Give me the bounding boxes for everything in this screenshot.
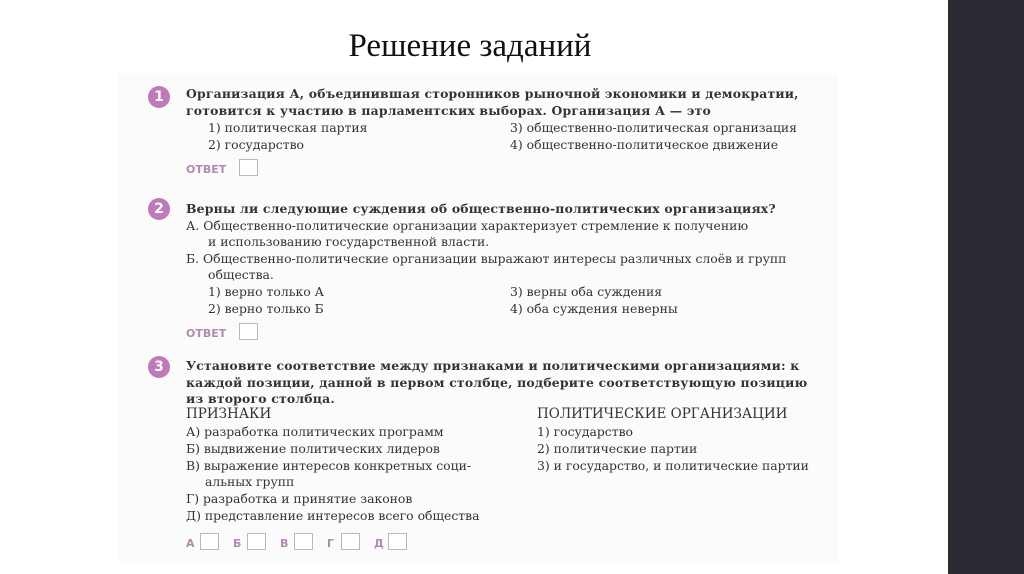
q3-answer-box-a[interactable]	[200, 533, 219, 550]
q2-option-3: 3) верны оба суждения	[510, 284, 663, 299]
question-2-stem: Верны ли следующие суждения об общественно-политических организациях?	[186, 201, 776, 216]
q3-right-item-1: 1) государство	[537, 424, 634, 439]
q2-option-1: 1) верно только А	[208, 284, 325, 299]
worksheet-scan	[118, 74, 838, 562]
slide-title: Решение заданий	[348, 28, 592, 64]
q3-answer-letter-g: Г	[327, 537, 335, 550]
q2-option-4: 4) оба суждения неверны	[510, 301, 678, 316]
q2-option-2: 2) верно только Б	[208, 301, 324, 316]
q2-statement-b: Б. Общественно-политические организации выражают интересы различных слоёв и групп	[186, 251, 787, 266]
q3-answer-letter-v: В	[280, 537, 289, 550]
q3-right-header: ПОЛИТИЧЕСКИЕ ОРГАНИЗАЦИИ	[537, 406, 788, 422]
q3-answer-letter-a: А	[186, 537, 195, 550]
q3-right-item-3: 3) и государство, и политические партии	[537, 458, 809, 473]
q3-answer-box-d[interactable]	[388, 533, 407, 550]
q3-answer-box-v[interactable]	[294, 533, 313, 550]
q2-answer-box[interactable]	[239, 323, 258, 340]
question-1-stem: Организация А, объединившая сторонников рыночной экономики и демократии, готовится к участию в парламентских выборах. Организация А — это	[186, 86, 799, 118]
question-number-1: 1	[148, 86, 170, 108]
q2-statement-a: А. Общественно-политические организации характеризует стремление к получению	[186, 218, 749, 233]
q3-left-item-g: Г) разработка и принятие законов	[186, 491, 413, 506]
q3-answer-letter-d: Д	[374, 537, 384, 550]
q1-answer-box[interactable]	[239, 159, 258, 176]
q3-answer-box-g[interactable]	[341, 533, 360, 550]
q3-left-item-d: Д) представление интересов всего общества	[186, 508, 480, 523]
q1-option-1: 1) политическая партия	[208, 120, 368, 135]
q3-left-item-v-cont: альных групп	[205, 474, 295, 489]
q1-option-3: 3) общественно-политическая организация	[510, 120, 797, 135]
q3-answer-box-b[interactable]	[247, 533, 266, 550]
q3-answer-letter-b: Б	[233, 537, 242, 550]
q3-left-header: ПРИЗНАКИ	[186, 406, 272, 422]
question-number-3: 3	[148, 356, 170, 378]
question-number-2: 2	[148, 198, 170, 220]
q3-left-item-v: В) выражение интересов конкретных соци-	[186, 458, 472, 473]
q1-option-4: 4) общественно-политическое движение	[510, 137, 779, 152]
q2-statement-b-cont: общества.	[208, 267, 274, 282]
q2-statement-a-cont: и использованию государственной власти.	[208, 234, 490, 249]
dark-sidebar	[948, 0, 1024, 574]
q3-left-item-a: А) разработка политических программ	[186, 424, 444, 439]
q2-answer-label: ОТВЕТ	[186, 327, 227, 340]
q3-left-item-b: Б) выдвижение политических лидеров	[186, 441, 440, 456]
question-3-stem: Установите соответствие между признаками и политическими организациями: к каждой позиции, данной в первом столбце, подберите соответствующую позицию из второго столбца.	[186, 358, 808, 406]
q1-answer-label: ОТВЕТ	[186, 163, 227, 176]
q1-option-2: 2) государство	[208, 137, 305, 152]
q3-right-item-2: 2) политические партии	[537, 441, 698, 456]
